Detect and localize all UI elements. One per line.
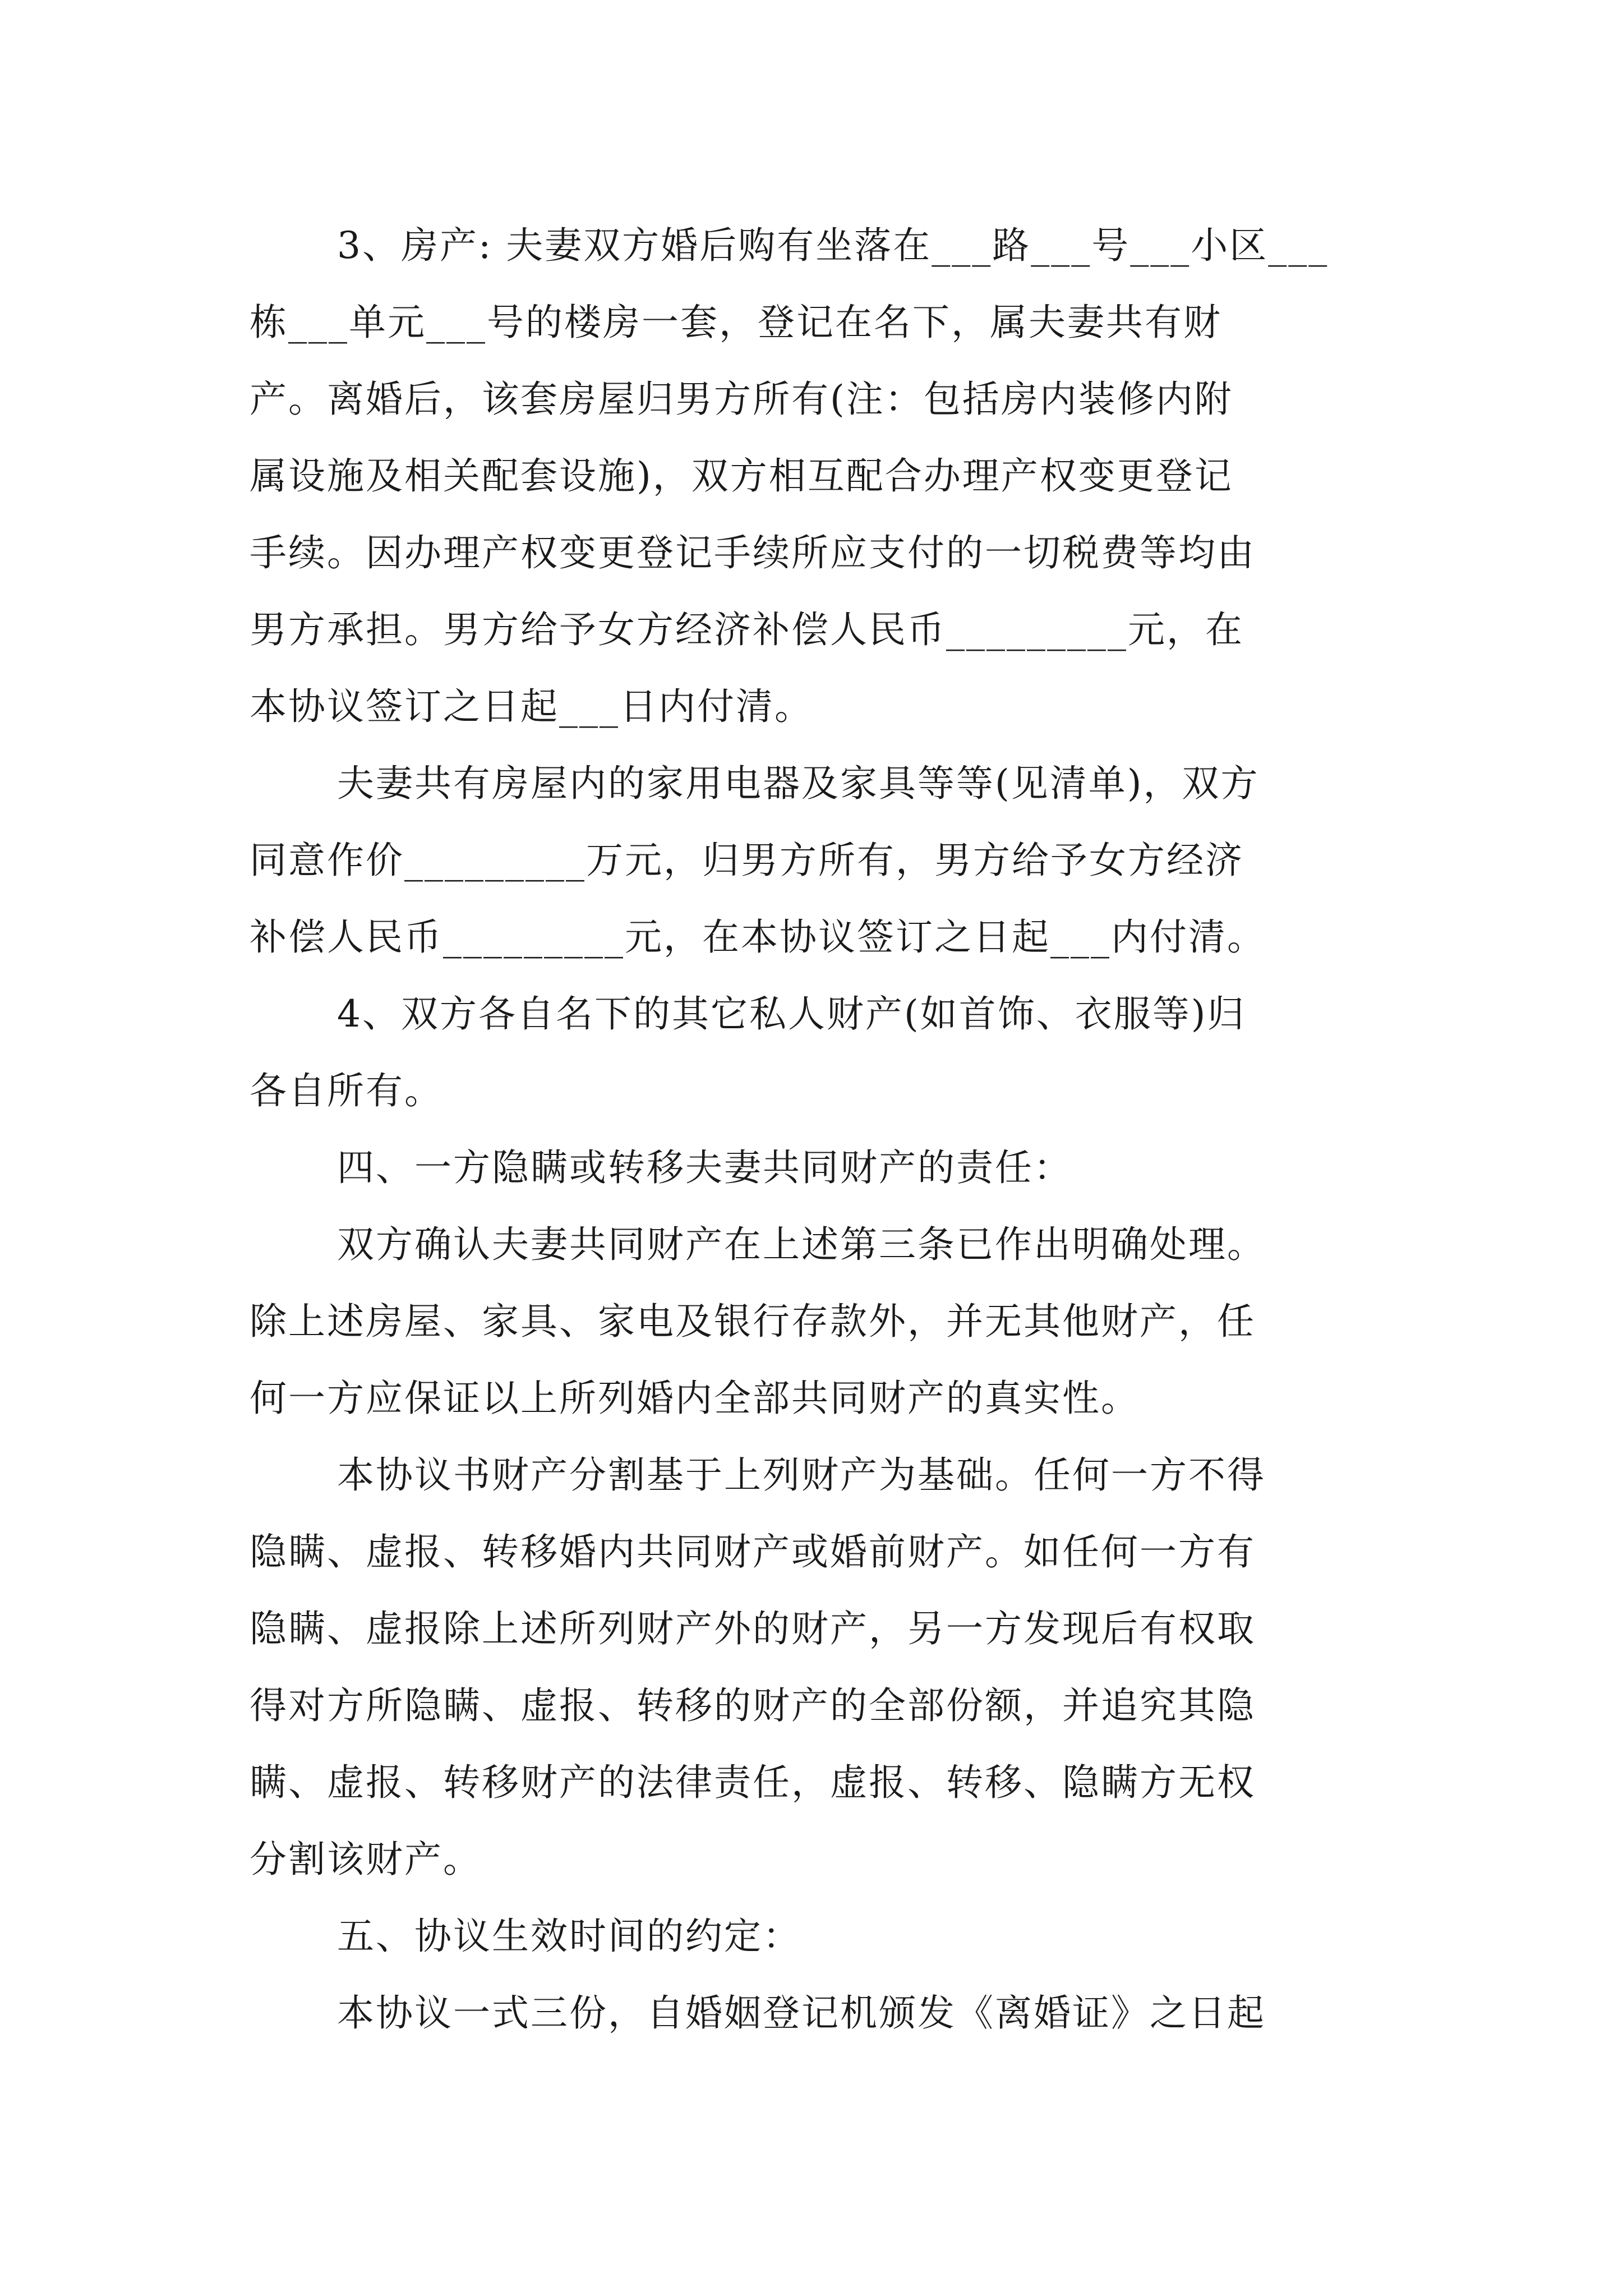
text-line: 除上述房屋、家具、家电及银行存款外，并无其他财产，任 [250,1300,1256,1343]
text-line: 3、房产: 夫妻双方婚后购有坐落在___路___号___小区___ [337,224,1329,267]
text-line: 4、双方各自名下的其它私人财产(如首饰、衣服等)归 [337,992,1246,1036]
section-heading: 五、协议生效时间的约定： [337,1915,801,1958]
text-line: 手续。因办理产权变更登记手续所应支付的一切税费等均由 [250,531,1256,574]
text-line: 各自所有。 [250,1069,443,1112]
text-line: 隐瞒、虚报除上述所列财产外的财产，另一方发现后有权取 [250,1607,1256,1650]
section-heading: 四、一方隐瞒或转移夫妻共同财产的责任： [337,1146,1072,1189]
text-line: 分割该财产。 [250,1838,482,1881]
text-line: 产。离婚后，该套房屋归男方所有(注：包括房内装修内附 [250,378,1233,421]
text-line: 补偿人民币_________元，在本协议签订之日起___内付清。 [250,915,1266,959]
text-line: 瞒、虚报、转移财产的法律责任，虚报、转移、隐瞒方无权 [250,1761,1256,1804]
text-line: 得对方所隐瞒、虚报、转移的财产的全部份额，并追究其隐 [250,1684,1256,1727]
text-line: 男方承担。男方给予女方经济补偿人民币_________元，在 [250,608,1244,651]
text-line: 同意作价_________万元，归男方所有，男方给予女方经济 [250,839,1244,882]
text-line: 何一方应保证以上所列婚内全部共同财产的真实性。 [250,1377,1140,1420]
text-line: 双方确认夫妻共同财产在上述第三条已作出明确处理。 [337,1223,1266,1266]
document-body [250,207,1399,2051]
text-line: 夫妻共有房屋内的家用电器及家具等等(见清单)，双方 [337,762,1260,805]
text-line: 栋___单元___号的楼房一套，登记在名下，属夫妻共有财 [250,301,1222,344]
text-line: 隐瞒、虚报、转移婚内共同财产或婚前财产。如任何一方有 [250,1530,1256,1573]
text-line: 属设施及相关配套设施)，双方相互配合办理产权变更登记 [250,454,1233,498]
text-line: 本协议一式三份，自婚姻登记机颁发《离婚证》之日起 [337,1991,1266,2035]
text-line: 本协议签订之日起___日内付清。 [250,685,813,728]
text-line: 本协议书财产分割基于上列财产为基础。任何一方不得 [337,1453,1266,1497]
